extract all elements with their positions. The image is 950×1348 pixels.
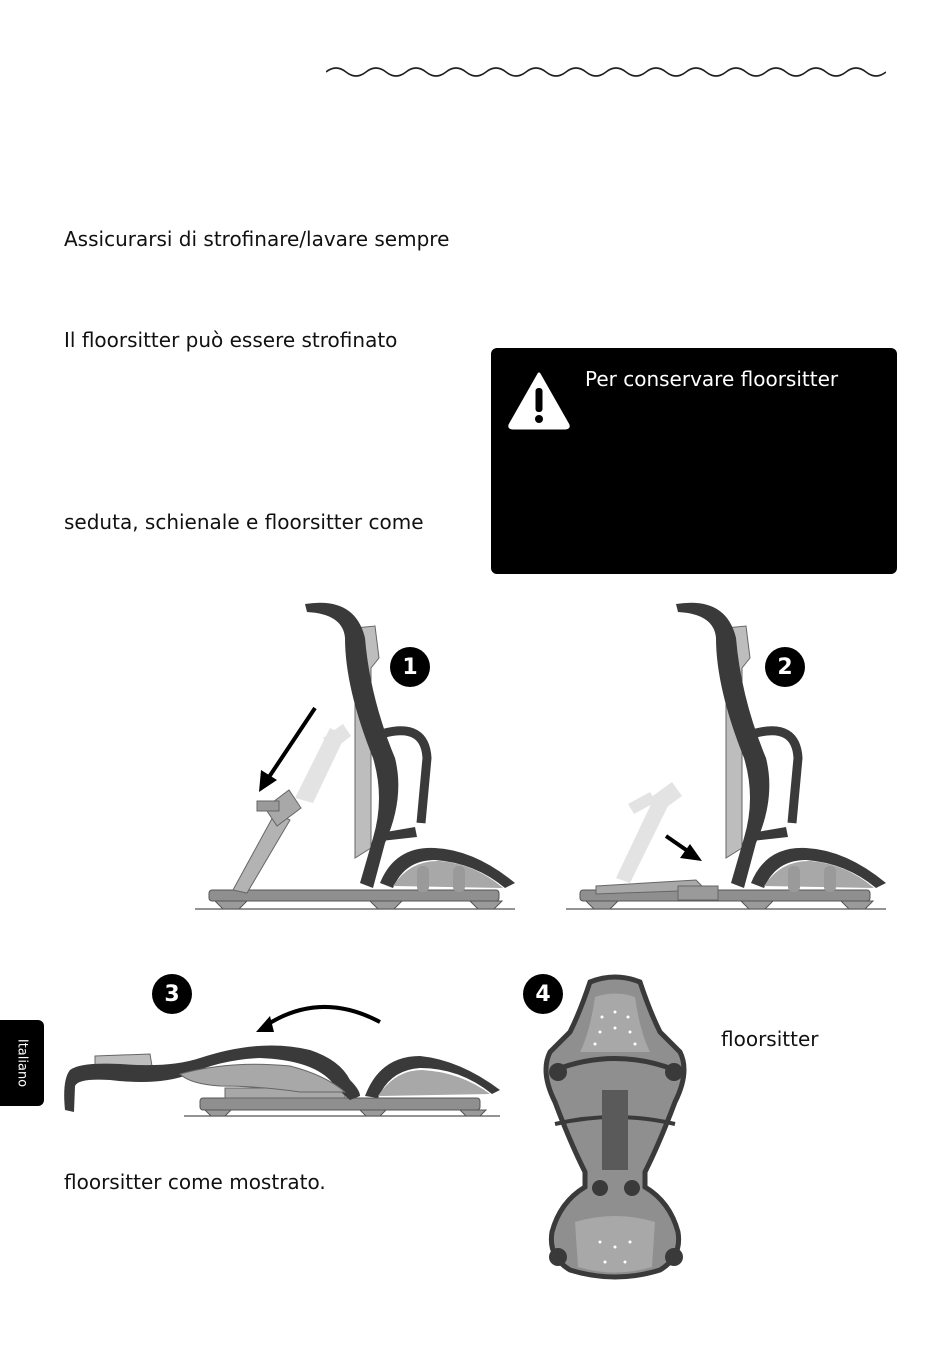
instruction-text-2: Il floorsitter può essere strofinato <box>64 328 398 352</box>
instruction-text-4: floorsitter come mostrato. <box>64 1170 326 1194</box>
step-badge-4: 4 <box>523 974 563 1014</box>
illustration-step-3 <box>60 1000 510 1125</box>
side-label: floorsitter <box>721 1027 819 1051</box>
warning-triangle-icon <box>507 370 571 430</box>
language-tab-label: Italiano <box>14 1038 30 1088</box>
warning-box <box>491 348 897 574</box>
language-tab[interactable] <box>0 1020 44 1106</box>
instruction-text-1: Assicurarsi di strofinare/lavare sempre <box>64 227 450 251</box>
step-badge-1: 1 <box>390 647 430 687</box>
illustration-step-2 <box>566 598 896 916</box>
illustration-step-4 <box>540 972 690 1282</box>
step-badge-2: 2 <box>765 647 805 687</box>
step-badge-3: 3 <box>152 974 192 1014</box>
illustration-step-1 <box>195 598 525 916</box>
instruction-text-3: seduta, schienale e floorsitter come <box>64 510 424 534</box>
warning-text: Per conservare floorsitter <box>585 367 839 391</box>
decorative-wave <box>326 62 886 82</box>
